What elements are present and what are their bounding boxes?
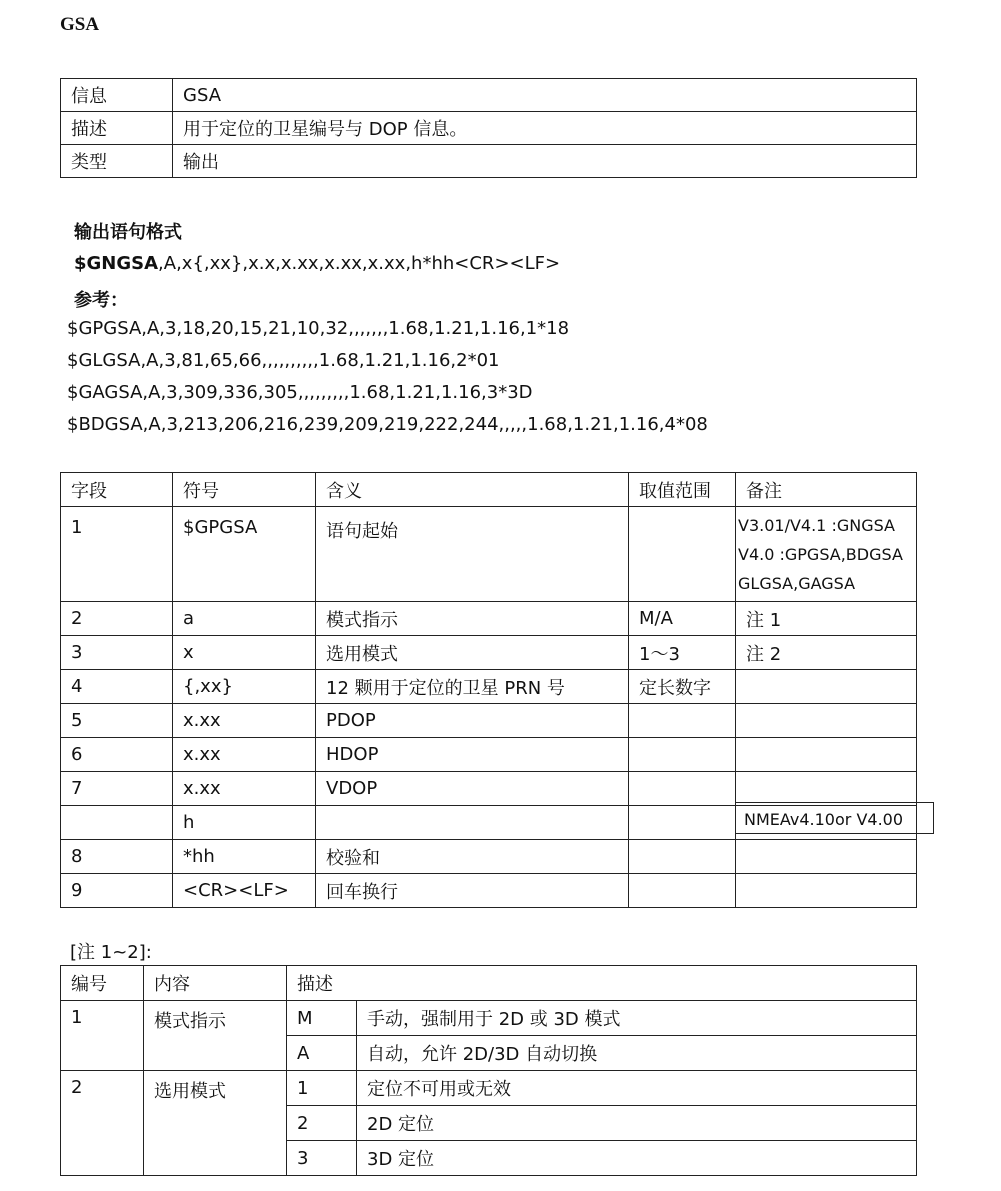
example-line: $GLGSA,A,3,81,65,66,,,,,,,,,,1.68,1.21,1.16,2*01 <box>67 350 500 371</box>
field-note: 注 1 <box>736 602 917 636</box>
info-value: 输出 <box>173 145 917 178</box>
info-label: 类型 <box>61 145 173 178</box>
info-label: 描述 <box>61 112 173 145</box>
field-note <box>736 738 917 772</box>
example-line: $GAGSA,A,3,309,336,305,,,,,,,,,1.68,1.21,1.16,3*3D <box>67 382 533 403</box>
field-range: 1～3 <box>629 636 736 670</box>
field-meaning <box>316 806 629 840</box>
field-range <box>629 772 736 806</box>
format-sentence-id: $GNGSA <box>74 253 159 274</box>
field-meaning: 回车换行 <box>316 874 629 908</box>
note-code: A <box>287 1036 357 1071</box>
field-note <box>736 772 917 806</box>
notes-table <box>60 965 917 1176</box>
field-meaning: 语句起始 <box>316 507 629 602</box>
notes-header-row <box>61 966 917 1001</box>
field-symbol: x <box>173 636 316 670</box>
format-sentence <box>74 253 560 274</box>
note-content: 选用模式 <box>144 1071 287 1176</box>
note-content: 模式指示 <box>144 1001 287 1071</box>
field-number: 1 <box>61 507 173 602</box>
field-range: M/A <box>629 602 736 636</box>
field-meaning: 校验和 <box>316 840 629 874</box>
field-range: 定长数字 <box>629 670 736 704</box>
field-symbol: {,xx} <box>173 670 316 704</box>
field-range <box>629 874 736 908</box>
info-label: 信息 <box>61 79 173 112</box>
nmea-version-note: NMEAv4.10or V4.00 <box>735 802 934 834</box>
table-row <box>61 704 917 738</box>
note-desc: 2D 定位 <box>357 1106 917 1141</box>
note-id: 1 <box>61 1001 144 1071</box>
format-title: 输出语句格式 <box>74 222 182 243</box>
field-symbol: h <box>173 806 316 840</box>
field-meaning: 选用模式 <box>316 636 629 670</box>
column-header: 备注 <box>736 473 917 507</box>
table-row <box>61 670 917 704</box>
table-row <box>61 602 917 636</box>
field-note: 注 2 <box>736 636 917 670</box>
field-range <box>629 704 736 738</box>
note-line: V4.0 :GPGSA,BDGSA <box>738 544 903 564</box>
table-row <box>61 738 917 772</box>
note-id: 2 <box>61 1071 144 1176</box>
field-note <box>736 507 917 602</box>
field-number <box>61 806 173 840</box>
column-header: 内容 <box>144 966 287 1001</box>
field-symbol: a <box>173 602 316 636</box>
table-row <box>61 874 917 908</box>
table-row <box>61 636 917 670</box>
field-number: 7 <box>61 772 173 806</box>
note-line: V3.01/V4.1 :GNGSA <box>738 515 895 535</box>
note-desc: 定位不可用或无效 <box>357 1071 917 1106</box>
note-code: 1 <box>287 1071 357 1106</box>
field-number: 9 <box>61 874 173 908</box>
field-symbol: <CR><LF> <box>173 874 316 908</box>
info-value: 用于定位的卫星编号与 DOP 信息。 <box>173 112 917 145</box>
table-row <box>61 1071 917 1106</box>
field-symbol: *hh <box>173 840 316 874</box>
field-note <box>736 874 917 908</box>
column-header: 符号 <box>173 473 316 507</box>
field-range <box>629 738 736 772</box>
field-number: 2 <box>61 602 173 636</box>
note-line: GLGSA,GAGSA <box>738 573 856 593</box>
field-symbol: x.xx <box>173 738 316 772</box>
field-number: 6 <box>61 738 173 772</box>
note-code: 2 <box>287 1106 357 1141</box>
fields-header-row <box>61 473 917 507</box>
field-note <box>736 704 917 738</box>
info-row-type <box>61 145 917 178</box>
column-header: 字段 <box>61 473 173 507</box>
column-header: 含义 <box>316 473 629 507</box>
field-meaning: PDOP <box>316 704 629 738</box>
field-symbol: x.xx <box>173 704 316 738</box>
field-note <box>736 670 917 704</box>
note-code: 3 <box>287 1141 357 1176</box>
notes-title: [注 1~2]: <box>70 942 152 963</box>
example-line: $BDGSA,A,3,213,206,216,239,209,219,222,244,,,,,1.68,1.21,1.16,4*08 <box>67 414 708 435</box>
info-value: GSA <box>173 79 917 112</box>
info-row-message <box>61 79 917 112</box>
note-desc: 3D 定位 <box>357 1141 917 1176</box>
table-row <box>61 1001 917 1036</box>
field-symbol: x.xx <box>173 772 316 806</box>
field-number: 5 <box>61 704 173 738</box>
field-meaning: HDOP <box>316 738 629 772</box>
table-row <box>61 840 917 874</box>
field-meaning: 12 颗用于定位的卫星 PRN 号 <box>316 670 629 704</box>
field-number: 3 <box>61 636 173 670</box>
fields-table <box>60 472 917 908</box>
info-row-description <box>61 112 917 145</box>
note-code: M <box>287 1001 357 1036</box>
field-range <box>629 840 736 874</box>
reference-label: 参考： <box>74 290 128 311</box>
field-symbol: $GPGSA <box>173 507 316 602</box>
field-number: 4 <box>61 670 173 704</box>
format-sentence-fields: ,A,x{,xx},x.x,x.xx,x.xx,x.xx,h*hh<CR><LF> <box>158 253 561 274</box>
field-range <box>629 806 736 840</box>
note-desc: 自动，允许 2D/3D 自动切换 <box>357 1036 917 1071</box>
column-header: 描述 <box>287 966 917 1001</box>
example-line: $GPGSA,A,3,18,20,15,21,10,32,,,,,,,1.68,1.21,1.16,1*18 <box>67 318 570 339</box>
table-row <box>61 507 917 602</box>
column-header: 编号 <box>61 966 144 1001</box>
field-note <box>736 840 917 874</box>
field-range <box>629 507 736 602</box>
field-meaning: VDOP <box>316 772 629 806</box>
section-heading: GSA <box>60 14 100 35</box>
table-row <box>61 772 917 806</box>
field-number: 8 <box>61 840 173 874</box>
info-table <box>60 78 917 178</box>
note-desc: 手动，强制用于 2D 或 3D 模式 <box>357 1001 917 1036</box>
column-header: 取值范围 <box>629 473 736 507</box>
field-meaning: 模式指示 <box>316 602 629 636</box>
